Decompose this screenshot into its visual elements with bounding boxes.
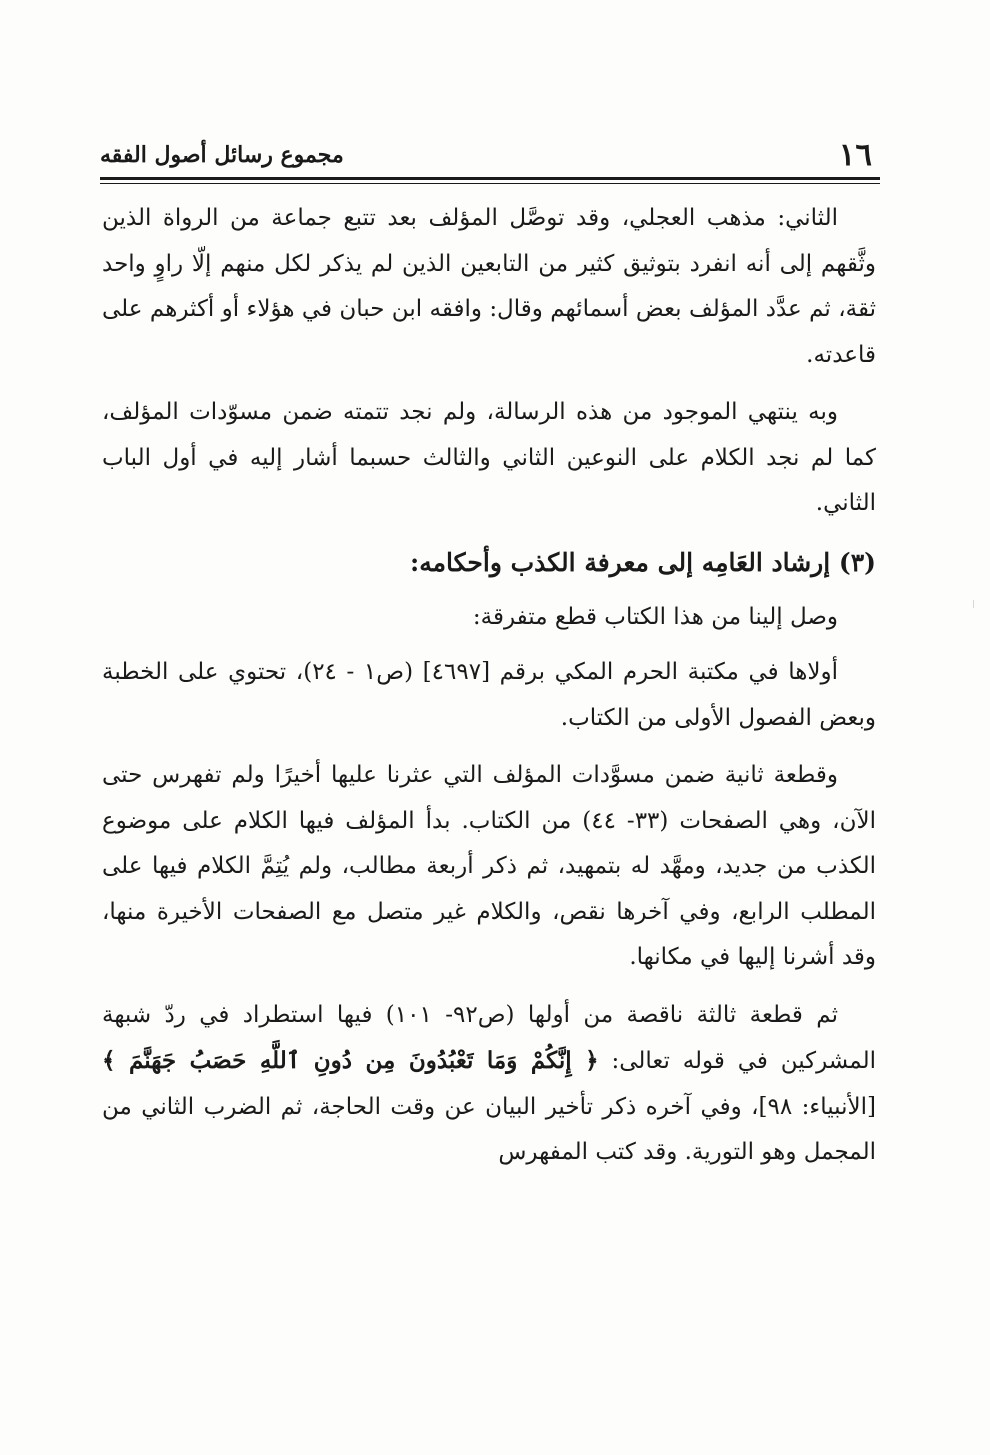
paragraph-third-fragment: [102, 993, 876, 1176]
paragraph-second-fragment: وقطعة ثانية ضمن مسوَّدات المؤلف التي عثرنا عليها أخيرًا ولم تفهرس حتى الآن، وهي الصفحات (٣٣- ٤٤) من الكتاب. بدأ المؤلف فيها الكلام على موضوع الكذب من جديد، ومهَّد له بتمهيد، ثم ذكر أربعة مطالب، ولم يُتِمَّ الكلام فيها على المطلب الرابع، وفي آخرها نقص، والكلام غير متصل مع الصفحات الأخيرة منها، وقد أشرنا إليها في مكانها.: [102, 762, 876, 970]
third-fragment-text-end: [الأنبياء: ٩٨]، وفي آخره ذكر تأخير البيان عن وقت الحاجة، ثم الضرب الثاني من المجمل وهو التورية. وقد كتب المفهرس: [102, 1093, 876, 1165]
header-rule-thin: [100, 183, 880, 184]
third-fragment-text-start: ثم قطعة ثالثة ناقصة من أولها (ص٩٢- ١٠١) فيها استطراد في ردّ شبهة المشركين في قوله تعالى:: [102, 1001, 877, 1074]
quran-verse: ﴿ إِنَّكُمْ وَمَا تَعْبُدُونَ مِن دُونِ ٱللَّهِ حَصَبُ جَهَنَّمَ ﴾: [102, 1047, 599, 1074]
header-rule-thick: [100, 177, 880, 180]
book-title: مجموع رسائل أصول الفقه: [100, 142, 344, 168]
margin-mark: [973, 600, 974, 608]
paragraph-end-of-treatise: وبه ينتهي الموجود من هذه الرسالة، ولم نجد تتمته ضمن مسوّدات المؤلف، كما لم نجد الكلام على النوعين الثاني والثالث حسبما أشار إليه في أول الباب الثاني.: [102, 399, 876, 516]
paragraph-al-ijli: الثاني: مذهب العجلي، وقد توصَّل المؤلف بعد تتبع جماعة من الرواة الذين وثَّقهم إلى أنه انفرد بتوثيق كثير من التابعين الذين لم يذكر لكل منهم إلّا راوٍ واحد ثقة، ثم عدَّد المؤلف بعض أسمائهم وقال: وافقه ابن حبان في هؤلاء أو أكثرهم على قاعدته.: [102, 205, 876, 368]
page-number: ١٦: [838, 137, 872, 173]
paragraph-first-fragment: أولاها في مكتبة الحرم المكي برقم [٤٦٩٧] (ص١ - ٢٤)، تحتوي على الخطبة وبعض الفصول الأولى من الكتاب.: [102, 659, 876, 731]
section-heading: (٣) إرشاد العَامِه إلى معرفة الكذب وأحكامه:: [409, 547, 876, 577]
paragraph-fragments-intro: وصل إلينا من هذا الكتاب قطع متفرقة:: [472, 603, 838, 630]
running-head: [100, 135, 880, 175]
page-body: [102, 196, 876, 1188]
